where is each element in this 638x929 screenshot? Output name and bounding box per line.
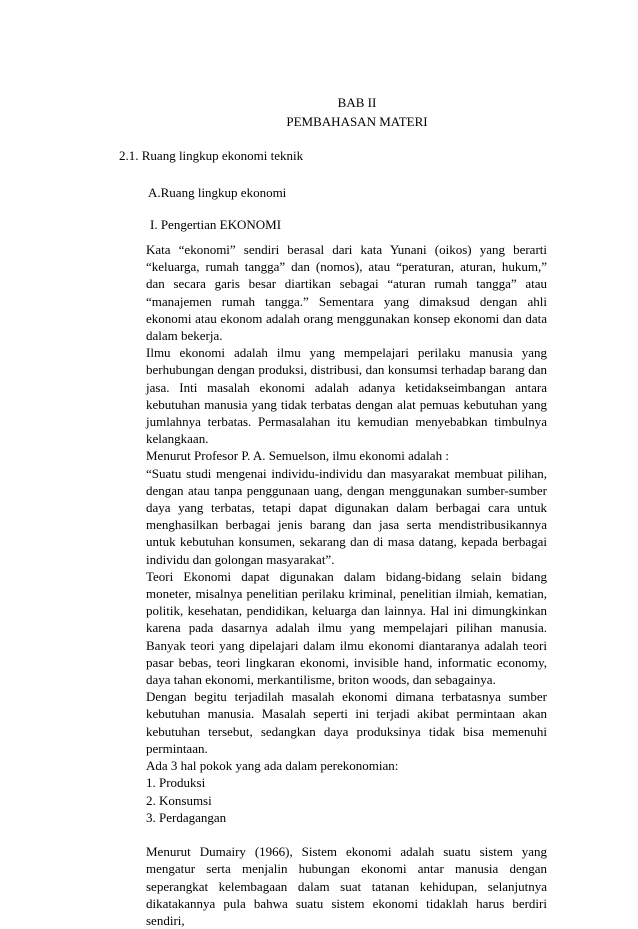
section-title: 2.1. Ruang lingkup ekonomi teknik — [119, 148, 304, 163]
paragraph-definition: Kata “ekonomi” sendiri berasal dari kata Yunani (oikos) yang berarti “keluarga, rumah tangga” dan (nomos), atau “peraturan, aturan, hukum,” dan secara garis besar diartikan sebagai “aturan rumah tangga” atau “manajemen rumah tangga.” Sementara yang dimaksud dengan ahli ekonomi atau ekonom adalah orang menggunakan konsep ekonomi dan data dalam bekerja. — [146, 242, 547, 344]
body-text — [146, 241, 547, 929]
paragraph-ilmu-ekonomi: Ilmu ekonomi adalah ilmu yang mempelajari perilaku manusia yang berhubungan dengan produksi, distribusi, dan konsumsi terhadap barang dan jasa. Inti masalah ekonomi adalah adanya ketidakseimbangan antara kebutuhan manusia yang tidak terbatas dengan alat pemuas kebutuhan yang jumlahnya terbatas. Permasalahan itu kemudian menyebabkan timbulnya kelangkaan. — [146, 345, 547, 447]
paragraph-list-intro: Ada 3 hal pokok yang ada dalam perekonomian: — [146, 758, 399, 774]
chapter-title: PEMBAHASAN MATERI — [286, 114, 428, 129]
paragraph-spacer — [146, 826, 547, 843]
paragraph-teori-ekonomi: Teori Ekonomi dapat digunakan dalam bidang-bidang selain bidang moneter, misalnya penelitian perilaku kriminal, penelitian ilmiah, kematian, politik, kesehatan, pendidikan, keluarga dan lainnya. Hal ini dimungkinkan karena pada dasarnya adalah ilmu yang mempelajari pilihan manusia. Banyak teori yang dipelajari dalam ilmu ekonomi diantaranya adalah teori pasar bebas, teori lingkaran ekonomi, invisible hand, informatic economy, daya tahan ekonomi, merkantilisme, briton woods, dan sebagainya. — [146, 568, 547, 688]
subsection-title: A.Ruang lingkup ekonomi — [148, 185, 287, 200]
paragraph-semuelson-intro: Menurut Profesor P. A. Semuelson, ilmu ekonomi adalah : — [146, 448, 449, 464]
paragraph-masalah-ekonomi: Dengan begitu terjadilah masalah ekonomi dimana terbatasnya sumber kebutuhan manusia. Masalah seperti ini terjadi akibat permintaan akan kebutuhan tersebut, sedangkan daya produksinya tidak bisa memenuhi permintaan. — [146, 689, 547, 756]
list-item: 3. Perdagangan — [146, 809, 227, 825]
list-item: 1. Produksi — [146, 775, 206, 791]
paragraph-dumairy: Menurut Dumairy (1966), Sistem ekonomi adalah suatu sistem yang mengatur serta menjalin hubungan ekonomi antar manusia dengan seperangkat kelembagaan dalam suat tatanan kehidupan, selanjutnya dikatakannya pula bahwa suatu sistem ekonomi tidaklah harus berdiri sendiri, — [146, 844, 547, 928]
chapter-heading: BAB II — [337, 95, 377, 110]
pokok-list — [146, 774, 547, 826]
list-item: 2. Konsumsi — [146, 792, 212, 808]
subsubsection-title: I. Pengertian EKONOMI — [150, 217, 282, 232]
paragraph-semuelson-quote: “Suatu studi mengenai individu-individu dan masyarakat membuat pilihan, dengan atau tanpa penggunaan uang, dengan menggunakan sumber-sumber daya yang terbatas, tetapi dapat digunakan dalam berbagai cara untuk menghasilkan berbagai jenis barang dan jasa serta mendistribusikannya untuk kebutuhan konsumen, sekarang dan di masa datang, kepada berbagai individu dan golongan masyarakat”. — [146, 465, 547, 567]
